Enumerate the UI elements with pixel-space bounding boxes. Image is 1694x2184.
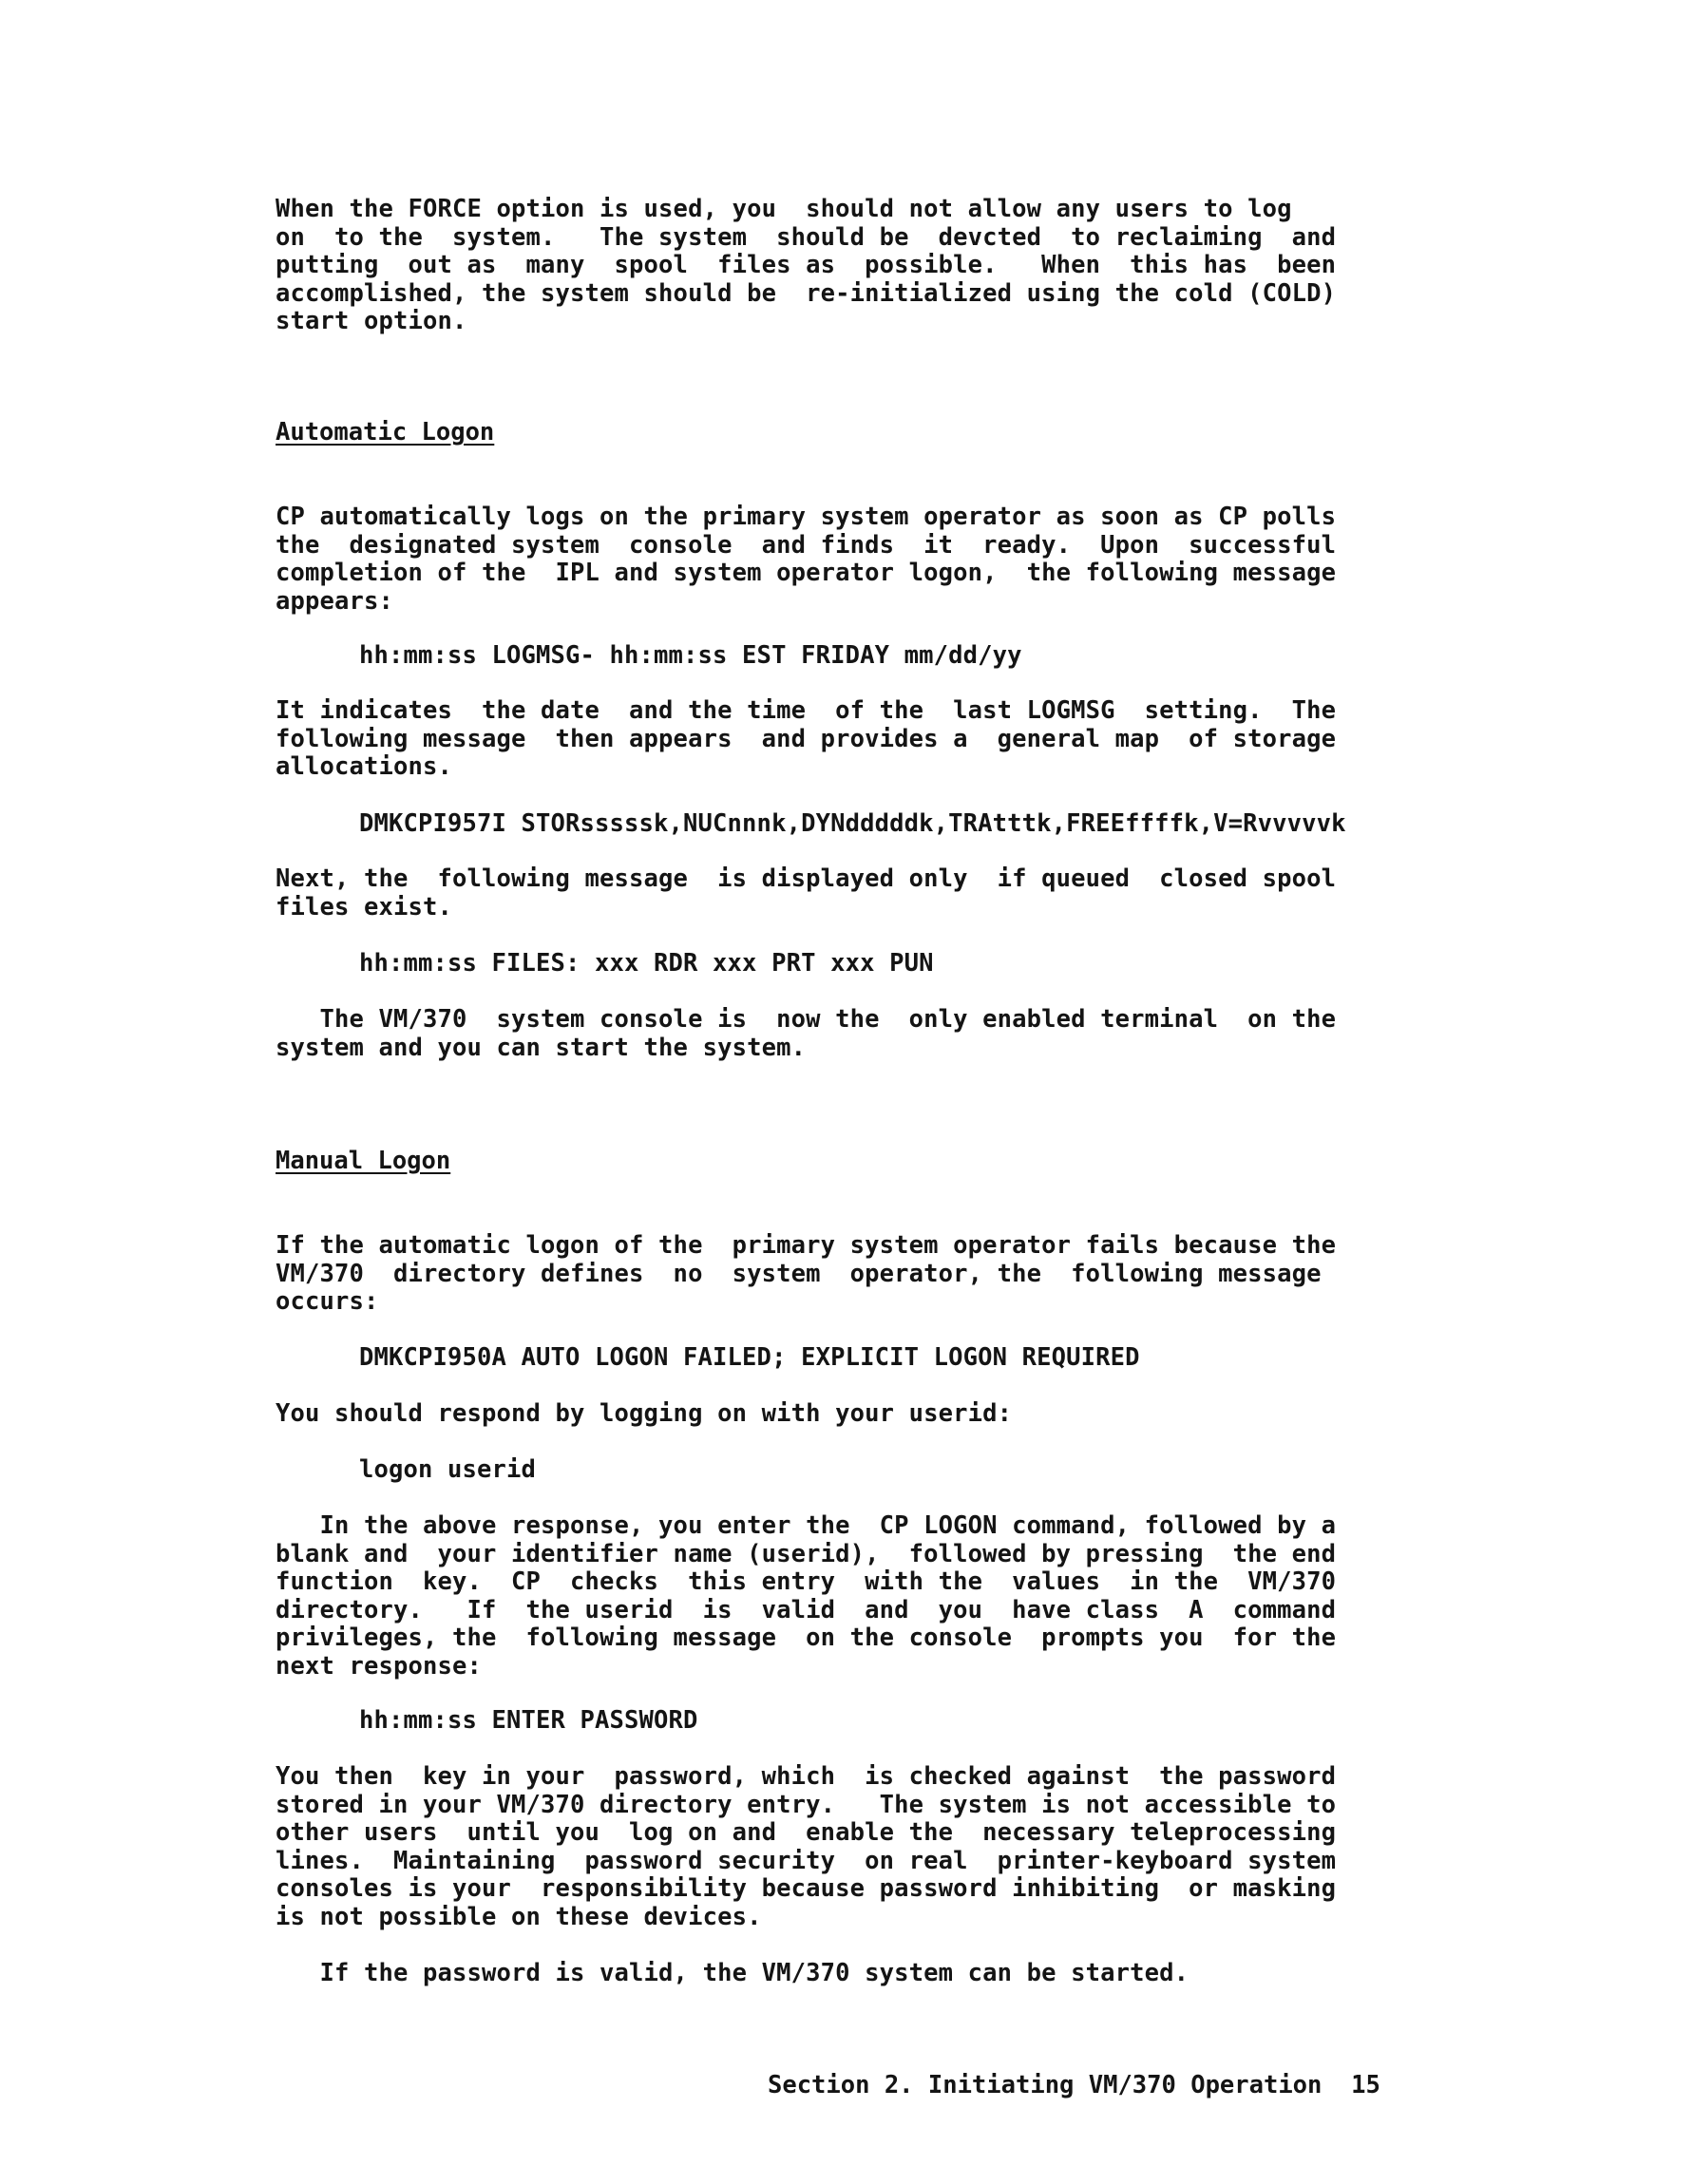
paragraph-force-option: When the FORCE option is used, you should not allow any users to log on to the system. The system should be devcted to reclaiming and putting out as many spool files as possible. When this has been accomplished, the system should be re-initialized using the cold (COLD) start option.	[276, 195, 1337, 336]
message-files: hh:mm:ss FILES: xxx RDR xxx PRT xxx PUN	[359, 949, 934, 978]
paragraph-password-valid: If the password is valid, the VM/370 system can be started.	[276, 1959, 1190, 1987]
paragraph-logmsg-explain: It indicates the date and the time of the last LOGMSG setting. The following message then appears and provides a general map of storage allocations.	[276, 696, 1337, 782]
paragraph-auto-logon-intro: CP automatically logs on the primary system operator as soon as CP polls the designated system console and finds it ready. Upon successful completion of the IPL and system operator logon, the following message appears:	[276, 503, 1337, 616]
paragraph-respond-logon: You should respond by logging on with your userid:	[276, 1399, 1013, 1428]
document-page	[276, 0, 1473, 2184]
page-footer: Section 2. Initiating VM/370 Operation 15	[768, 2071, 1380, 2099]
paragraph-next-files: Next, the following message is displayed only if queued closed spool files exist.	[276, 864, 1337, 921]
message-logon-cmd: logon userid	[359, 1455, 537, 1484]
message-storage-map: DMKCPI957I STORsssssk,NUCnnnk,DYNdddddk,TRAtttk,FREEffffk,V=Rvvvvvk	[359, 809, 1346, 838]
message-logmsg: hh:mm:ss LOGMSG- hh:mm:ss EST FRIDAY mm/dd/yy	[359, 641, 1022, 670]
paragraph-console-enabled: The VM/370 system console is now the only enabled terminal on the system and you can start the system.	[276, 1005, 1337, 1062]
message-enter-password: hh:mm:ss ENTER PASSWORD	[359, 1706, 698, 1735]
message-auto-failed: DMKCPI950A AUTO LOGON FAILED; EXPLICIT LOGON REQUIRED	[359, 1343, 1140, 1372]
paragraph-password-explain: You then key in your password, which is checked against the password stored in your VM/370 directory entry. The system is not accessible to other users until you log on and enable the necessary teleprocessing lines. Maintaining password security on real printer-keyboard system consoles is your responsibility because password inhibiting or masking is not possible on these devices.	[276, 1762, 1337, 1931]
heading-automatic-logon: Automatic Logon	[276, 418, 495, 446]
paragraph-logon-explain: In the above response, you enter the CP LOGON command, followed by a blank and your identifier name (userid), followed by pressing the end function key. CP checks this entry with the values in the VM/370 directory. If the userid is valid and you have class A command privileges, the following message on the console prompts you for the next response:	[276, 1511, 1337, 1681]
paragraph-manual-intro: If the automatic logon of the primary system operator fails because the VM/370 directory defines no system operator, the following message occurs:	[276, 1231, 1337, 1317]
heading-manual-logon: Manual Logon	[276, 1147, 451, 1175]
